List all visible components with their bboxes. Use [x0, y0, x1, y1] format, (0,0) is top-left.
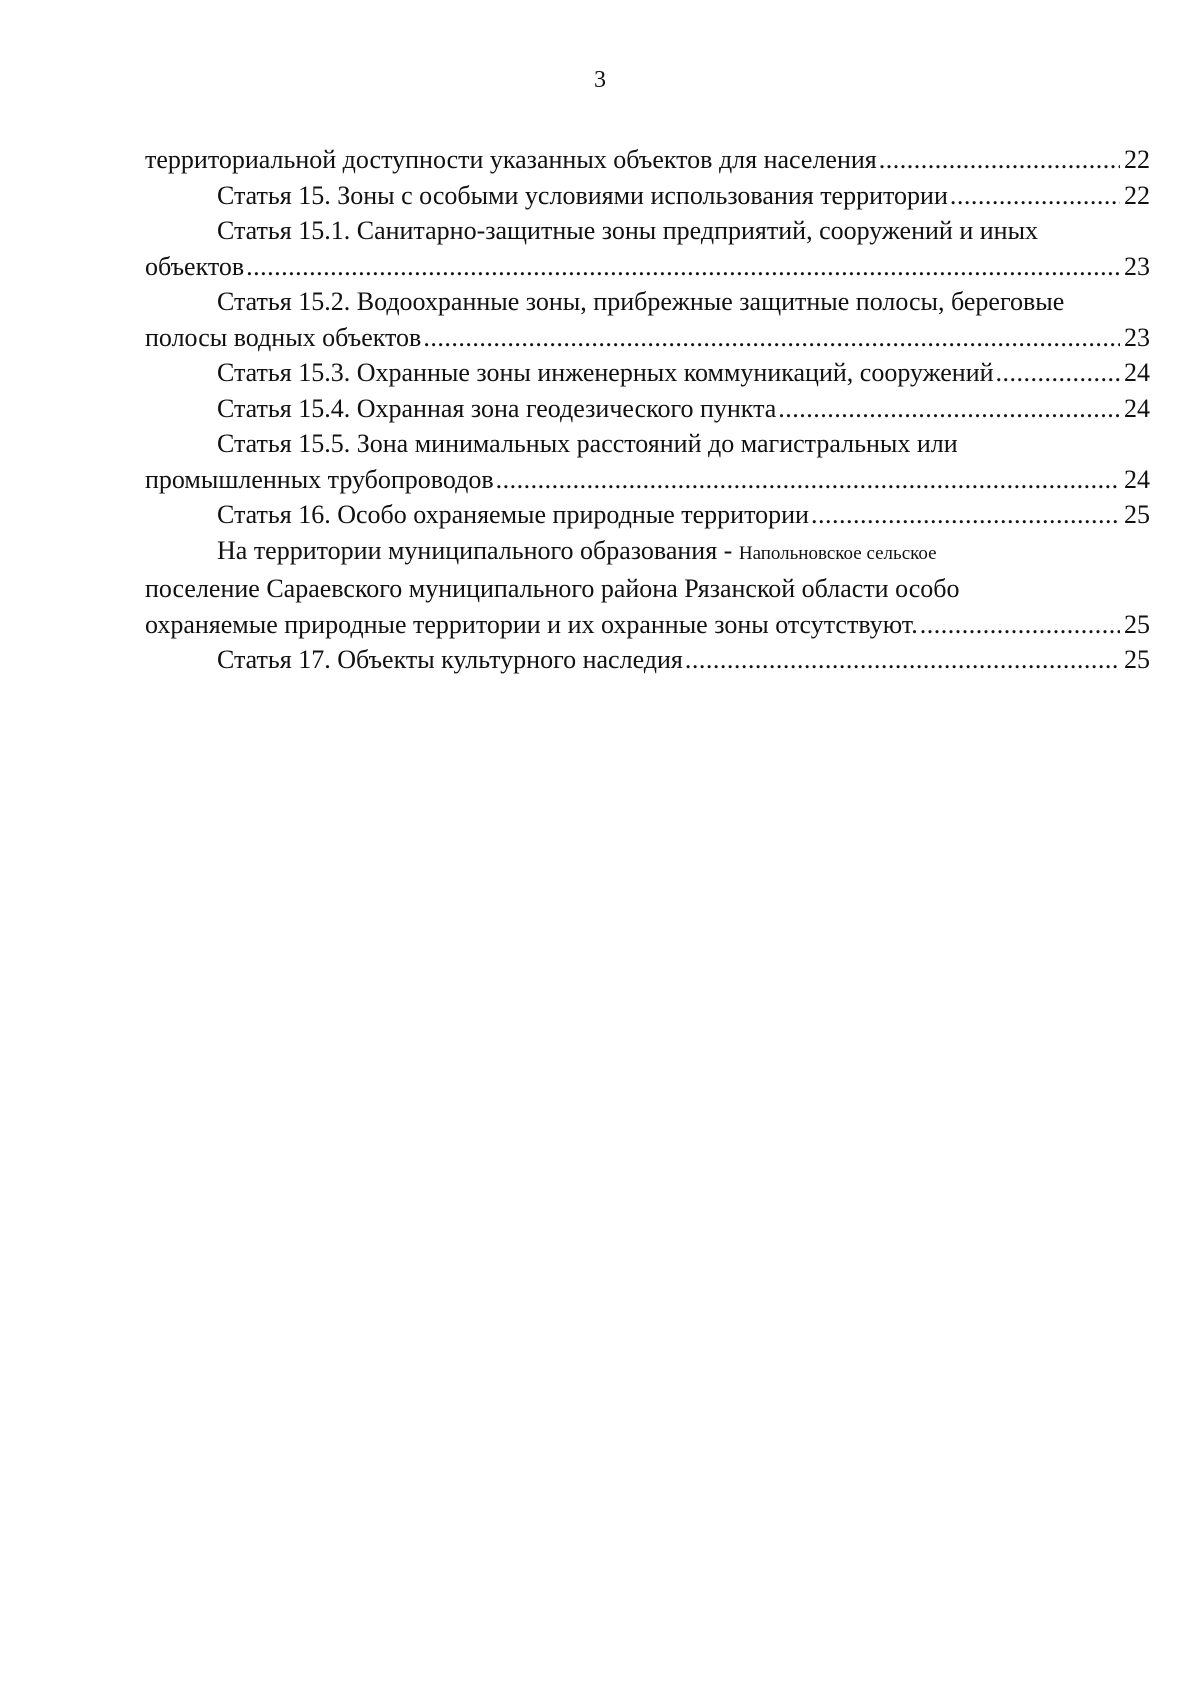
dot-leader: [246, 249, 1120, 285]
toc-entry-title-continuation: объектов: [145, 251, 245, 281]
toc-entry-title: Статья 15.1. Санитарно-защитные зоны предприятий, сооружений и иных: [217, 216, 1039, 245]
toc-entry[interactable]: [145, 642, 1150, 678]
page-number: 3: [594, 67, 606, 93]
toc-entry-title-continuation: охраняемые природные территории и их охранные зоны отсутствуют.: [145, 609, 918, 639]
toc-entry[interactable]: [145, 284, 1150, 355]
toc-entry-line: [145, 142, 1150, 178]
toc-entry-line: [145, 391, 1150, 427]
dot-leader: [950, 178, 1120, 214]
toc-entry-title: Статья 15.4. Охранная зона геодезического пункта: [217, 393, 777, 423]
toc-entry[interactable]: [145, 142, 1150, 178]
toc-entry[interactable]: [145, 178, 1150, 214]
toc-entry-line: [145, 178, 1150, 214]
toc-entry-line: [145, 497, 1150, 533]
toc-entry-title-start: На территории муниципального образования -: [217, 535, 739, 565]
toc-entry-line: [145, 320, 1150, 356]
toc-page-number: 24: [1124, 464, 1150, 494]
toc-entry-title-small: Напольновское сельское: [738, 542, 937, 564]
dot-leader: [685, 642, 1120, 678]
toc-entry-title-continuation: полосы водных объектов: [145, 322, 422, 352]
toc-entry-title-continuation: поселение Сараевского муниципального района Рязанской области особо: [145, 574, 960, 603]
toc-entry-line: [145, 462, 1150, 498]
dot-leader: [778, 391, 1120, 427]
toc-entry-title: Статья 15.5. Зона минимальных расстояний до магистральных или: [217, 429, 958, 458]
dot-leader: [996, 355, 1120, 391]
dot-leader: [879, 142, 1120, 178]
toc-entry-title: [145, 533, 1150, 572]
toc-entry-title: Статья 15.3. Охранные зоны инженерных коммуникаций, сооружений: [217, 358, 994, 387]
toc-entry-title: Статья 15. Зоны с особыми условиями использования территории: [217, 180, 948, 210]
toc-page-number: 22: [1124, 145, 1150, 174]
toc-page-number: 24: [1124, 358, 1150, 387]
toc-entry-title: Статья 17. Объекты культурного наследия: [217, 645, 683, 674]
toc-page-number: 22: [1124, 180, 1150, 210]
toc-entry-title: Статья 15.2. Водоохранные зоны, прибрежные защитные полосы, береговые: [217, 287, 1065, 316]
toc-entry[interactable]: [145, 355, 1150, 391]
toc-entry[interactable]: [145, 391, 1150, 427]
toc-page-number: 25: [1124, 609, 1150, 639]
dot-leader: [811, 497, 1120, 533]
toc-page-number: 23: [1124, 322, 1150, 352]
dot-leader: [423, 320, 1120, 356]
toc-page-number: 24: [1124, 393, 1150, 423]
toc-entry-title: Статья 16. Особо охраняемые природные территории: [217, 500, 809, 529]
toc-entry-line: [145, 355, 1150, 391]
toc-entry-line: [145, 607, 1150, 643]
toc-entry-line: [145, 642, 1150, 678]
toc-entry[interactable]: [145, 497, 1150, 533]
toc-entry[interactable]: [145, 213, 1150, 284]
toc-page-number: 25: [1124, 500, 1150, 529]
toc-entry-line: [145, 249, 1150, 285]
dot-leader: [920, 607, 1120, 643]
toc-entry[interactable]: [145, 533, 1150, 643]
toc-entry[interactable]: [145, 426, 1150, 497]
toc-entry-title: территориальной доступности указанных объектов для населения: [145, 145, 877, 174]
toc-entry-title-continuation: промышленных трубопроводов: [145, 464, 494, 494]
dot-leader: [496, 462, 1120, 498]
toc-page-number: 25: [1124, 645, 1150, 674]
table-of-contents: [145, 142, 1150, 678]
toc-page-number: 23: [1124, 251, 1150, 281]
